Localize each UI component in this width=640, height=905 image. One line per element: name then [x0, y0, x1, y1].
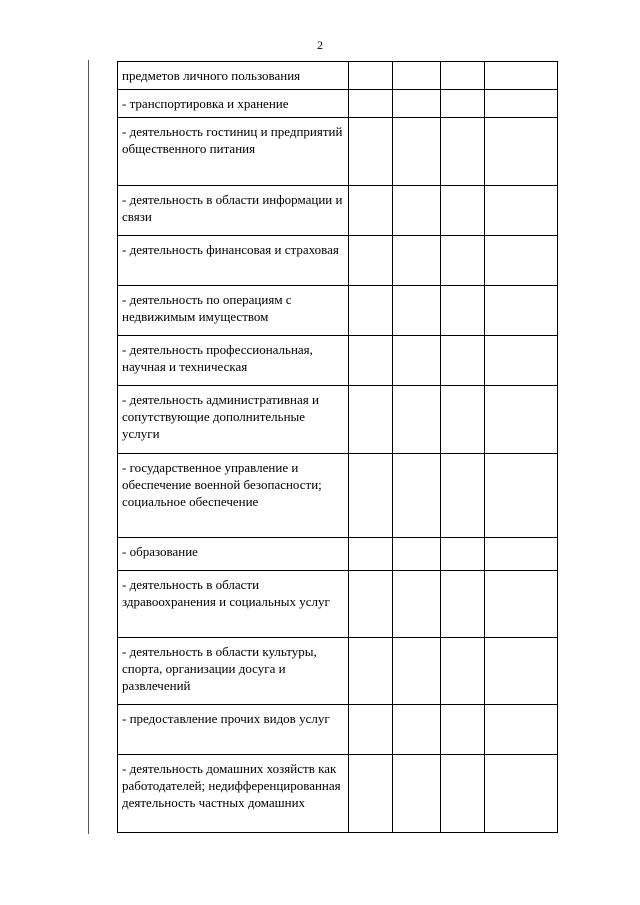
table-row	[118, 62, 558, 90]
empty-cell-col-1	[349, 705, 393, 755]
empty-cell-col-3	[441, 705, 485, 755]
row-label: - деятельность в области информации и связи	[118, 186, 349, 236]
row-label: - деятельность домашних хозяйств как работодателей; недифференцированная деятельность частных домашних	[118, 755, 349, 833]
empty-cell-col-1	[349, 236, 393, 286]
empty-cell-col-4	[485, 571, 558, 638]
empty-cell-col-2	[393, 236, 441, 286]
empty-cell-col-2	[393, 538, 441, 571]
empty-cell-col-3	[441, 236, 485, 286]
empty-cell-col-4	[485, 236, 558, 286]
empty-cell-col-1	[349, 571, 393, 638]
empty-cell-col-3	[441, 386, 485, 454]
table-row	[118, 236, 558, 286]
empty-cell-col-4	[485, 336, 558, 386]
empty-cell-col-1	[349, 638, 393, 705]
empty-cell-col-3	[441, 118, 485, 186]
row-label: - деятельность по операциям с недвижимым имуществом	[118, 286, 349, 336]
table-row	[118, 571, 558, 638]
table-row	[118, 386, 558, 454]
empty-cell-col-3	[441, 90, 485, 118]
table-row	[118, 286, 558, 336]
empty-cell-col-1	[349, 755, 393, 833]
empty-cell-col-4	[485, 538, 558, 571]
row-label: - деятельность профессиональная, научная и техническая	[118, 336, 349, 386]
empty-cell-col-4	[485, 118, 558, 186]
empty-cell-col-2	[393, 62, 441, 90]
table-row	[118, 638, 558, 705]
empty-cell-col-1	[349, 118, 393, 186]
empty-cell-col-4	[485, 386, 558, 454]
empty-cell-col-3	[441, 755, 485, 833]
empty-cell-col-2	[393, 454, 441, 538]
empty-cell-col-4	[485, 755, 558, 833]
empty-cell-col-2	[393, 705, 441, 755]
table-row	[118, 336, 558, 386]
empty-cell-col-1	[349, 336, 393, 386]
empty-cell-col-3	[441, 538, 485, 571]
page-number: 2	[317, 38, 323, 52]
table-row	[118, 454, 558, 538]
empty-cell-col-1	[349, 386, 393, 454]
empty-cell-col-3	[441, 62, 485, 90]
table-row	[118, 118, 558, 186]
empty-cell-col-3	[441, 336, 485, 386]
empty-cell-col-1	[349, 286, 393, 336]
empty-cell-col-2	[393, 286, 441, 336]
row-label: - деятельность административная и сопутствующие дополнительные услуги	[118, 386, 349, 454]
empty-cell-col-4	[485, 638, 558, 705]
table-row	[118, 538, 558, 571]
row-label: - деятельность в области культуры, спорта, организации досуга и развлечений	[118, 638, 349, 705]
row-label: - образование	[118, 538, 349, 571]
empty-cell-col-1	[349, 454, 393, 538]
empty-cell-col-1	[349, 186, 393, 236]
empty-cell-col-3	[441, 454, 485, 538]
row-label: - деятельность в области здравоохранения и социальных услуг	[118, 571, 349, 638]
empty-cell-col-2	[393, 336, 441, 386]
table-row	[118, 755, 558, 833]
row-label: предметов личного пользования	[118, 62, 349, 90]
empty-cell-col-3	[441, 571, 485, 638]
empty-cell-col-1	[349, 62, 393, 90]
row-label: - деятельность гостиниц и предприятий общественного питания	[118, 118, 349, 186]
table-row	[118, 705, 558, 755]
empty-cell-col-2	[393, 571, 441, 638]
empty-cell-col-2	[393, 118, 441, 186]
empty-cell-col-4	[485, 186, 558, 236]
table-row	[118, 186, 558, 236]
row-label: - транспортировка и хранение	[118, 90, 349, 118]
empty-cell-col-3	[441, 186, 485, 236]
activity-table	[117, 61, 558, 833]
empty-cell-col-3	[441, 638, 485, 705]
empty-cell-col-2	[393, 90, 441, 118]
row-label: - предоставление прочих видов услуг	[118, 705, 349, 755]
empty-cell-col-1	[349, 90, 393, 118]
table-row	[118, 90, 558, 118]
empty-cell-col-4	[485, 454, 558, 538]
empty-cell-col-2	[393, 186, 441, 236]
empty-cell-col-3	[441, 286, 485, 336]
empty-cell-col-4	[485, 286, 558, 336]
empty-cell-col-2	[393, 755, 441, 833]
empty-cell-col-4	[485, 90, 558, 118]
empty-cell-col-4	[485, 62, 558, 90]
empty-cell-col-1	[349, 538, 393, 571]
margin-line	[88, 60, 89, 834]
empty-cell-col-4	[485, 705, 558, 755]
empty-cell-col-2	[393, 638, 441, 705]
empty-cell-col-2	[393, 386, 441, 454]
row-label: - деятельность финансовая и страховая	[118, 236, 349, 286]
row-label: - государственное управление и обеспечение военной безопасности; социальное обеспечение	[118, 454, 349, 538]
table-body	[118, 62, 558, 833]
